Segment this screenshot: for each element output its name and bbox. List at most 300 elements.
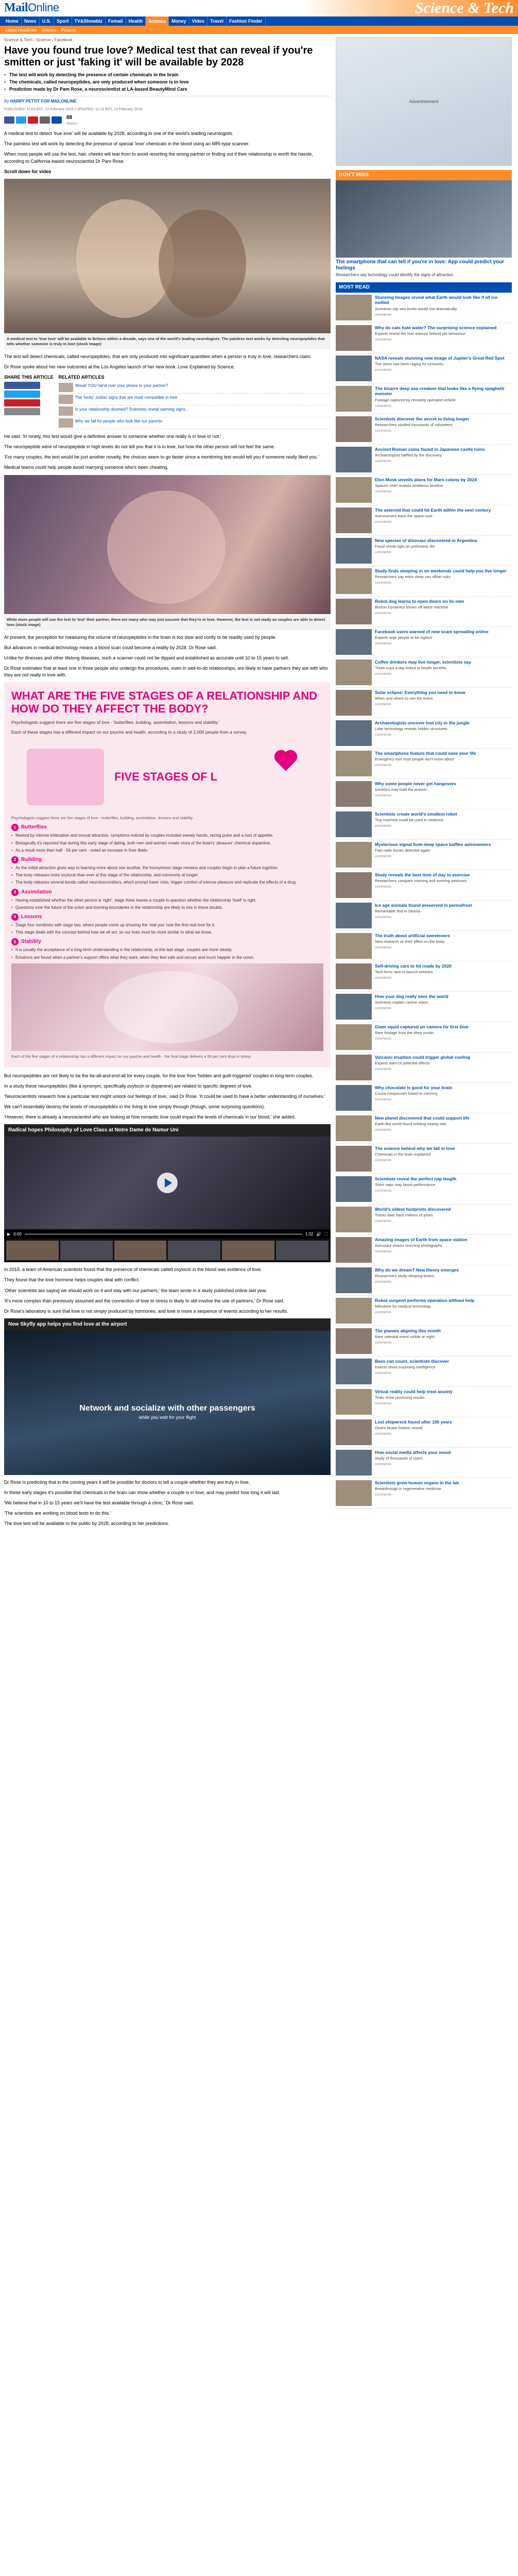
article-paragraph: Medical teams could help people avoid marrying someone who's been cheating. — [4, 465, 168, 470]
sidebar-list-item[interactable] — [336, 901, 512, 931]
sidebar-list-item[interactable] — [336, 1265, 512, 1296]
sidebar-list-item[interactable] — [336, 293, 512, 323]
sidebar-list-item[interactable] — [336, 384, 512, 414]
content-area — [0, 34, 518, 1531]
stage-points — [11, 897, 323, 910]
sidebar-thumb[interactable] — [336, 903, 372, 928]
paragraphs-6 — [4, 1266, 331, 1314]
sidebar-thumb[interactable] — [336, 1115, 372, 1141]
sidebar-item-body — [375, 872, 470, 898]
sidebar-thumb[interactable] — [336, 720, 372, 746]
nav-item[interactable]: Science — [146, 16, 169, 26]
video-thumb[interactable] — [168, 1241, 220, 1260]
infographic-photo-caption: Each of the five stages of a relationship has a different impact on our psyche and health - the final stage delivers a 59 per cent drop in stress — [11, 1054, 251, 1059]
sidebar-item-meta[interactable]: comments — [375, 916, 392, 920]
sidebar-items — [336, 293, 512, 1509]
author-link[interactable]: HARRY PETTIT FOR MAILONLINE — [10, 98, 77, 104]
sidebar-item-meta[interactable]: comments — [375, 794, 392, 798]
subnav-item[interactable]: Pictures — [61, 28, 76, 32]
article-paragraph: Dr Rose's laboratory is sure that love is not simply produced by hormones, and love is more a sequence of events according to her results. — [4, 1308, 288, 1314]
article-paragraph: He said: 'In ninety, this test would give a definitive answer to someone whether one really is in love or not.' — [4, 434, 221, 439]
sidebar-item-meta[interactable]: comments — [375, 1250, 392, 1254]
article-paragraph: 'Other scientists are saying we should work on it and stay with our partners,' the team wrote in a study published online last year. — [4, 1287, 268, 1293]
sidebar-thumb[interactable] — [336, 933, 372, 959]
sidebar-thumb[interactable] — [336, 1419, 372, 1445]
sidebar-thumb[interactable] — [336, 447, 372, 472]
sidebar-list-item[interactable] — [336, 1296, 512, 1326]
sidebar-item-meta[interactable]: comments — [375, 1280, 392, 1284]
sidebar-list-item[interactable] — [336, 1144, 512, 1174]
sidebar-thumb[interactable] — [336, 1207, 372, 1232]
sidebar-list-item[interactable] — [336, 688, 512, 718]
sidebar-list-item[interactable] — [336, 870, 512, 901]
sidebar-item-text: Boston Dynamics shows off latest machine — [375, 605, 448, 610]
sidebar-thumb[interactable] — [336, 1298, 372, 1324]
sidebar-item-meta[interactable]: comments — [375, 946, 392, 950]
stage-points — [11, 865, 323, 886]
subnav-item[interactable]: Science — [41, 28, 57, 32]
infographic-five-stages — [4, 682, 331, 1067]
related-item-title[interactable]: Why we fall for people who look like our parents — [75, 419, 163, 424]
video-play-toggle-icon[interactable]: ▶ — [7, 1231, 11, 1236]
sidebar-thumb[interactable] — [336, 690, 372, 716]
sidebar-item-body — [375, 295, 512, 320]
sidebar-thumb[interactable] — [336, 629, 372, 655]
sidebar-item-title[interactable]: New species of dinosaur discovered in Argentina — [375, 537, 477, 543]
nav-item[interactable]: Sport — [54, 16, 72, 26]
sidebar-item-body — [375, 386, 512, 412]
article-paragraph: In 2015, a team of American scientists found that the presence of chemicals called oxytocin in the blood was evidence of love. — [4, 1267, 262, 1273]
sidebar-item-text: Insects show surprising intelligence — [375, 1365, 436, 1370]
facebook-icon[interactable] — [4, 382, 40, 389]
sidebar-item-meta[interactable]: comments — [375, 612, 392, 616]
sidebar-thumb[interactable] — [336, 295, 372, 320]
stages-caption: Psychologists suggest there are five stages of love - butterflies, building, assimilation, lessons and stability — [11, 815, 193, 820]
sidebar-thumb[interactable] — [336, 842, 372, 868]
sidebar-item-meta[interactable]: comments — [375, 1432, 392, 1436]
breadcrumb[interactable]: Science & Tech › Science › Facebook — [4, 38, 73, 42]
sidebar-item-meta[interactable]: comments — [375, 703, 392, 707]
sidebar-item-meta[interactable]: comments — [375, 764, 392, 768]
article-paragraph: Dr Rose is predicting that in the coming years it will be possible for doctors to tell a couple whether they are truly in love. — [4, 1479, 250, 1485]
sidebar-item-title[interactable]: Giant squid captured on camera for first time — [375, 1024, 469, 1029]
sidebar-item-meta[interactable]: comments — [375, 976, 392, 980]
related-item[interactable] — [59, 405, 331, 417]
sidebar-thumb[interactable] — [336, 1389, 372, 1415]
sidebar-thumb[interactable] — [336, 751, 372, 776]
sidebar-list-item[interactable] — [336, 1387, 512, 1417]
sidebar-thumb[interactable] — [336, 1176, 372, 1202]
summary-bullet: • The test will work by detecting the presence of certain chemicals in the brain — [4, 72, 331, 78]
promo-overlay-sub: while you wait for your flight — [139, 1415, 196, 1420]
sidebar-item-meta[interactable]: comments — [375, 885, 392, 889]
site-logo[interactable] — [4, 0, 59, 17]
infographic-intro-text: Each of these stages has a different impact on our psyche and health, according to a study of 2,000 people from a survey. — [11, 729, 248, 735]
sidebar-thumb[interactable] — [336, 538, 372, 564]
nav-item[interactable]: Femail — [106, 16, 126, 26]
facebook-share-button[interactable] — [4, 116, 14, 124]
sidebar-list-item[interactable] — [336, 1478, 512, 1509]
sidebar-item-title[interactable]: Study finds sleeping in on weekends could help you live longer — [375, 568, 507, 573]
video-duration: 1:32 — [305, 1231, 314, 1236]
sidebar-item-title[interactable]: Scientists reveal the perfect nap length — [375, 1176, 457, 1181]
related-articles — [59, 374, 331, 430]
sidebar-item-meta[interactable]: comments — [375, 1402, 392, 1406]
volume-icon[interactable]: 🔊 — [316, 1231, 322, 1236]
infographic-intro-text: Psychologists suggest there are five stages of love - 'butterflies, building, assimilation, lessons and stability.' — [11, 720, 220, 725]
stage-title: Lessons — [21, 913, 42, 920]
sidebar-list-item[interactable] — [336, 1083, 512, 1113]
sidebar-list-item[interactable] — [336, 566, 512, 597]
nav-item[interactable]: Money — [169, 16, 189, 26]
nav-item[interactable]: Health — [126, 16, 146, 26]
sidebar-item-meta[interactable]: comments — [375, 338, 392, 342]
sidebar-item-title[interactable]: Lost shipwreck found after 100 years — [375, 1419, 452, 1425]
sidebar-list-item[interactable] — [336, 353, 512, 384]
nav-item[interactable]: Travel — [208, 16, 227, 26]
sidebar-list-item[interactable] — [336, 1448, 512, 1478]
sidebar-thumb[interactable] — [336, 963, 372, 989]
pinterest-icon[interactable] — [4, 399, 40, 406]
stage-point: • As a result more than half - 56 per cent - noted an increase in their libido. — [11, 848, 323, 853]
stage-number: 1 — [11, 824, 19, 831]
sidebar-list-item[interactable] — [336, 840, 512, 870]
sidebar-item-text: Earth-like world found orbiting nearby star — [375, 1122, 446, 1127]
heart-icon — [277, 752, 296, 771]
sidebar-item-title[interactable]: Amazing images of Earth from space station — [375, 1236, 468, 1242]
sidebar-item-meta[interactable]: comments — [375, 581, 392, 585]
sidebar-item-title[interactable]: Volcanic eruption could trigger global cooling — [375, 1054, 470, 1060]
sidebar-thumb[interactable] — [336, 1024, 372, 1050]
sidebar-list-item[interactable] — [336, 718, 512, 749]
sidebar-thumb[interactable] — [336, 599, 372, 624]
sidebar-thumb[interactable] — [336, 1450, 372, 1476]
sidebar-thumb[interactable] — [336, 355, 372, 381]
sidebar-item-title[interactable]: Why do cats hate water? The surprising science explained — [375, 325, 497, 330]
sidebar-item-text: Researchers studied thousands of volunteers — [375, 422, 453, 428]
sidebar-list-item[interactable] — [336, 931, 512, 961]
sidebar-item-title[interactable]: How your dog really sees the world — [375, 993, 448, 999]
scroll-hint-text: Scroll down for video — [4, 168, 51, 174]
twitter-icon[interactable] — [4, 391, 40, 398]
sidebar-list-item[interactable] — [336, 1205, 512, 1235]
nav-item[interactable]: News — [22, 16, 40, 26]
sidebar-list-item[interactable] — [336, 657, 512, 688]
sidebar-item-text: Tech firms race to launch vehicles — [375, 970, 433, 975]
sidebar-thumb[interactable] — [336, 416, 372, 442]
sidebar-list-item[interactable] — [336, 445, 512, 475]
video-thumb[interactable] — [6, 1241, 59, 1260]
sidebar-item-meta[interactable]: comments — [375, 855, 392, 859]
sidebar-item-meta[interactable]: comments — [375, 490, 392, 494]
sidebar-item-body — [375, 1085, 452, 1111]
nav-item[interactable]: Fashion Finder — [227, 16, 266, 26]
sidebar-list-item[interactable] — [336, 536, 512, 566]
masthead — [0, 0, 518, 16]
sidebar-item-title[interactable]: Self-driving cars to hit roads by 2020 — [375, 963, 452, 969]
video-thumb[interactable] — [114, 1241, 167, 1260]
sidebar-item-title[interactable]: Solar eclipse: Everything you need to know — [375, 689, 465, 695]
sidebar-item-title[interactable]: World's oldest footprints discovered — [375, 1206, 451, 1212]
byline-prefix: By — [4, 98, 9, 104]
sidebar-item-title[interactable]: Virtual reality could help treat anxiety — [375, 1388, 453, 1394]
sidebar-item-title[interactable]: The truth about artificial sweeteners — [375, 933, 450, 938]
sidebar-item-title[interactable]: The smartphone feature that could save your life — [375, 750, 476, 756]
nav-item[interactable]: U.S. — [40, 16, 55, 26]
sidebar-advert[interactable] — [336, 37, 512, 166]
email-icon[interactable] — [4, 408, 40, 415]
sidebar-list-item[interactable] — [336, 809, 512, 840]
nav-item[interactable]: Home — [3, 16, 22, 26]
sidebar-item-title[interactable]: How social media affects your mood — [375, 1449, 451, 1455]
sidebar-item-text: Rare celestial event visible at night — [375, 1334, 435, 1340]
sidebar-list-item[interactable] — [336, 1326, 512, 1357]
sidebar-item-title[interactable]: Robot surgeon performs operation without help — [375, 1297, 475, 1303]
sidebar-item-meta[interactable]: comments — [375, 1463, 392, 1467]
advert-label: Advertisement — [409, 98, 439, 104]
sidebar-thumb[interactable] — [336, 477, 372, 503]
sidebar-thumb[interactable] — [336, 1359, 372, 1384]
related-thumb — [59, 395, 73, 404]
sidebar-item-body — [375, 507, 491, 533]
photo-figure-2 — [159, 210, 246, 318]
sidebar-item-meta[interactable]: comments — [375, 1371, 392, 1376]
sidebar-item-meta[interactable]: comments — [375, 460, 392, 464]
video-thumb[interactable] — [222, 1241, 274, 1260]
sidebar-list-item[interactable] — [336, 414, 512, 445]
logo-main: Mail — [4, 1, 28, 15]
stage-number: 4 — [11, 913, 19, 921]
related-item-title[interactable]: Is your relationship doomed? Scientists reveal warning signs — [75, 407, 186, 412]
article-paragraph: They found that the love hormone helps couples deal with conflict. — [4, 1277, 140, 1283]
feature-title[interactable]: The smartphone that can tell if you're in love: App could predict your feelings — [336, 259, 505, 271]
sidebar-item-title[interactable]: Bees can count, scientists discover — [375, 1358, 450, 1364]
five-stages-label: FIVE STAGES OF L — [114, 770, 218, 783]
fullscreen-icon[interactable]: ⛶ — [324, 1231, 327, 1236]
sidebar-item-text: Tiny machine could be used in medicine — [375, 818, 444, 823]
sidebar-thumb[interactable] — [336, 1146, 372, 1172]
related-item[interactable] — [59, 394, 331, 405]
sidebar-thumb[interactable] — [336, 386, 372, 412]
sidebar-item-text: Scientists say sea levels would rise dramatically — [375, 307, 457, 312]
sidebar-list-item[interactable] — [336, 961, 512, 992]
sidebar-item-title[interactable]: Robot dog learns to open doors on its own — [375, 598, 464, 604]
sidebar-item-meta[interactable]: comments — [375, 313, 392, 317]
sidebar-item-title[interactable]: Coffee drinkers may live longer, scientists say — [375, 659, 471, 665]
sidebar-item-meta[interactable]: comments — [375, 642, 392, 646]
related-item-title[interactable]: Would YOU hand over your phone to your partner? — [75, 383, 168, 388]
sidebar-item-title[interactable]: Scientists grow human organs in the lab — [375, 1480, 459, 1485]
sidebar-list-item[interactable] — [336, 323, 512, 353]
sidebar-item-meta[interactable]: comments — [375, 404, 392, 408]
promo-video — [4, 1318, 331, 1475]
sidebar-item-title[interactable]: The science behind why we fall in love — [375, 1145, 455, 1151]
sidebar-thumb[interactable] — [336, 1480, 372, 1506]
sidebar-item-title[interactable]: Facebook users warned of new scam spreading online — [375, 629, 489, 634]
article-paragraph: When most people will use the test, hair, cheeks will tear from to avoid resorting the wrong partner or finding out if their relationship is worth the hassle, according to California-based neuroscientist Dr Pam Rose. — [4, 151, 313, 164]
sidebar-item-meta[interactable]: comments — [375, 1341, 392, 1345]
sidebar-item-title[interactable]: The bizarre deep sea creature that looks like a flying spaghetti monster — [375, 385, 505, 397]
related-item[interactable] — [59, 417, 331, 429]
sidebar-item-text: SpaceX chief reveals ambitious timeline — [375, 483, 443, 488]
sidebar-item-title[interactable]: Ancient Roman coins found in Japanese castle ruins — [375, 446, 485, 452]
sidebar-item-title[interactable]: New planet discovered that could support life — [375, 1115, 470, 1121]
sidebar-item-meta[interactable]: comments — [375, 1098, 392, 1102]
sidebar-item-body — [375, 1237, 467, 1263]
nav-item[interactable]: Video — [189, 16, 208, 26]
sidebar-item-meta[interactable]: comments — [375, 1189, 392, 1193]
sidebar-list-item[interactable] — [336, 597, 512, 627]
channel-title[interactable]: Science & Tech — [415, 0, 514, 16]
sidebar-item-title[interactable]: Why some people never get hangovers — [375, 781, 456, 786]
sidebar-list-item[interactable] — [336, 1113, 512, 1144]
summary-bullet: • Prediction made by Dr Pam Rose, a neuroscientist at LA-based BeautyMind Care — [4, 86, 331, 92]
video-thumb[interactable] — [60, 1241, 113, 1260]
sidebar-item-title[interactable]: Ice age animals found preserved in permafrost — [375, 902, 472, 908]
article-paragraph: Unlike for illnesses and other lifelong diseases, such a scanner could not be dipped and established as accurate until 10 to 15 years to sell. — [4, 655, 289, 660]
sidebar-item-title[interactable]: The asteroid that could hit Earth within the next century — [375, 507, 491, 513]
sidebar-item-title[interactable]: The planets aligning this month — [375, 1328, 441, 1333]
sidebar-item-title[interactable]: Study reveals the best time of day to exercise — [375, 872, 470, 877]
article — [4, 37, 331, 1531]
stage-point: • This stage deals with the concept behind how we all act, so our lives must be more similar to what we know. — [11, 929, 323, 935]
sidebar-item-title[interactable]: Scientists discover the secret to living longer — [375, 416, 470, 421]
video-progress-bar[interactable] — [25, 1233, 302, 1235]
article-image-couple-2[interactable] — [4, 475, 331, 614]
image-caption: A medical test to 'true love' will be available to Britons within a decade, says one of the world's leading neurologists. The painless test works by detecting neuropeptides that tells whether someone is truly in love (stock image) — [4, 334, 331, 349]
sidebar-thumb[interactable] — [336, 781, 372, 807]
sidebar-item-meta[interactable]: comments — [375, 1037, 392, 1041]
related-item-title[interactable]: The 'lucky' zodiac signs that are most compatible in love — [75, 395, 178, 400]
sidebar-item-text: New research on their effect on the body — [375, 939, 444, 944]
sidebar-thumb[interactable] — [336, 1267, 372, 1293]
email-share-button[interactable] — [40, 116, 50, 124]
video-thumb[interactable] — [276, 1241, 329, 1260]
sidebar-item-title[interactable]: Mysterious signal from deep space baffles astronomers — [375, 841, 491, 847]
sidebar-thumb[interactable] — [336, 659, 372, 685]
sidebar-item-title[interactable]: Stunning images reveal what Earth would look like if all ice melted — [375, 294, 498, 306]
sidebar-thumb[interactable] — [336, 568, 372, 594]
sidebar-item-meta[interactable]: comments — [375, 1159, 392, 1163]
sidebar-list-item[interactable] — [336, 627, 512, 657]
sidebar-item-body — [375, 1267, 459, 1293]
sidebar-item-text: Tracks date back millions of years — [375, 1213, 433, 1218]
sidebar-item-meta[interactable]: comments — [375, 733, 392, 737]
twitter-share-button[interactable] — [16, 116, 26, 124]
sidebar-item-title[interactable]: Elon Musk unveils plans for Mars colony by 2024 — [375, 477, 477, 482]
infographic-title: WHAT ARE THE FIVE STAGES OF A RELATIONSHIP AND HOW DO THEY AFFECT THE BODY? — [11, 689, 318, 716]
sidebar-thumb[interactable] — [336, 1328, 372, 1354]
sidebar-thumb[interactable] — [336, 994, 372, 1020]
nav-item[interactable]: TV&Showbiz — [72, 16, 106, 26]
sidebar-list-item[interactable] — [336, 1053, 512, 1083]
sidebar-thumb[interactable] — [336, 1055, 372, 1080]
sidebar-item-text: Archaeologists baffled by the discovery — [375, 453, 442, 458]
sidebar-item-meta[interactable]: comments — [375, 1067, 392, 1072]
sidebar-item-meta[interactable]: comments — [375, 1219, 392, 1224]
paragraphs-3 — [4, 433, 331, 471]
sidebar-list-item[interactable] — [336, 1235, 512, 1265]
sidebar-item-meta[interactable]: comments — [375, 520, 392, 524]
feature-image[interactable] — [336, 180, 512, 258]
sidebar-item-meta[interactable]: comments — [375, 368, 392, 372]
sidebar-thumb[interactable] — [336, 811, 372, 837]
article-image-couple[interactable] — [4, 179, 331, 333]
infographic-photo — [11, 963, 323, 1051]
sidebar-item-title[interactable]: Archaeologists uncover lost city in the jungle — [375, 720, 470, 725]
related-label: RELATED ARTICLES — [58, 374, 105, 380]
comments-button[interactable] — [51, 116, 62, 124]
sidebar-item-meta[interactable]: comments — [375, 824, 392, 828]
sidebar-thumb[interactable] — [336, 1085, 372, 1111]
sidebar-thumb[interactable] — [336, 1237, 372, 1263]
stage-points — [11, 947, 323, 960]
sidebar-list-item[interactable] — [336, 992, 512, 1022]
subnav-item[interactable]: Latest Headlines — [6, 28, 37, 32]
sidebar-item-meta[interactable]: comments — [375, 1007, 392, 1011]
stage-title: Assimilation — [21, 889, 52, 895]
paragraphs-2 — [4, 353, 331, 370]
sidebar-item-title[interactable]: Why chocolate is good for your brain — [375, 1084, 453, 1090]
sidebar-item-text: Breakthrough in regenerative medicine — [375, 1486, 441, 1492]
promo-overlay-main: Network and socialize with other passengers — [79, 1403, 255, 1413]
sidebar-list-item[interactable] — [336, 475, 512, 505]
sidebar-item-meta[interactable]: comments — [375, 1128, 392, 1132]
sidebar-item-title[interactable]: Scientists create world's smallest robot — [375, 811, 457, 817]
sidebar-thumb[interactable] — [336, 507, 372, 533]
five-stages-graphic — [11, 739, 323, 811]
sidebar-list-item[interactable] — [336, 505, 512, 536]
sidebar-item-body — [375, 1450, 451, 1476]
sidebar-item-meta[interactable]: comments — [375, 551, 392, 555]
related-item[interactable] — [59, 382, 331, 394]
sidebar-thumb[interactable] — [336, 325, 372, 351]
article-paragraph: 'It's more complex than previously assumed and the connection of love to stress is likely to still involve the use of partners,' Dr Rose said. — [4, 1298, 285, 1303]
sidebar-item-body — [375, 599, 464, 624]
sidebar-item-meta[interactable]: comments — [375, 672, 392, 676]
stage-heading — [11, 938, 323, 945]
sidebar-item-body — [375, 325, 496, 351]
sidebar-item-title[interactable]: Why do we dream? New theory emerges — [375, 1267, 459, 1273]
sidebar-thumb[interactable] — [336, 872, 372, 898]
stages-photo — [27, 749, 104, 805]
article-paragraph: In these early stages it's possible that chemicals in the brain can show whether a couple is in love, and may predict how long it will last. — [4, 1489, 281, 1495]
promo-video-screen[interactable] — [4, 1331, 331, 1475]
sidebar-list-item[interactable] — [336, 1022, 512, 1053]
sidebar-item-title[interactable]: NASA reveals stunning new image of Jupiter's Great Red Spot — [375, 355, 505, 361]
article-paragraph: 'Neuroscientists research how a particular test might unlock our feelings of love,' said Dr Rose. 'It could be used to have a better understanding of ourselves.' — [4, 1094, 325, 1099]
video-screen[interactable] — [4, 1137, 331, 1229]
sidebar-item-meta[interactable]: comments — [375, 429, 392, 433]
video-title: Radical hopes Philosophy of Love Class at Notre Dame de Namur Uni — [4, 1124, 331, 1137]
most-read-header: MOST READ — [336, 282, 512, 293]
pinterest-share-button[interactable] — [28, 116, 38, 124]
infographic-intro — [11, 719, 323, 735]
sidebar-list-item[interactable] — [336, 749, 512, 779]
sidebar-list-item[interactable] — [336, 1357, 512, 1387]
play-icon[interactable] — [157, 1173, 178, 1193]
sidebar-list-item[interactable] — [336, 779, 512, 809]
sidebar-item-text: Divers locate historic vessel — [375, 1426, 423, 1431]
share-this-article — [4, 374, 54, 430]
sidebar-item-meta[interactable]: comments — [375, 1493, 392, 1497]
sidebar-item-meta[interactable]: comments — [375, 1311, 392, 1315]
sidebar-list-item[interactable] — [336, 1417, 512, 1448]
sidebar-item-text: Emergency tool most people don't know about — [375, 757, 454, 762]
info-photo-figure — [104, 971, 238, 1043]
video-current-time: 0:00 — [13, 1231, 22, 1236]
sidebar-list-item[interactable] — [336, 1174, 512, 1205]
